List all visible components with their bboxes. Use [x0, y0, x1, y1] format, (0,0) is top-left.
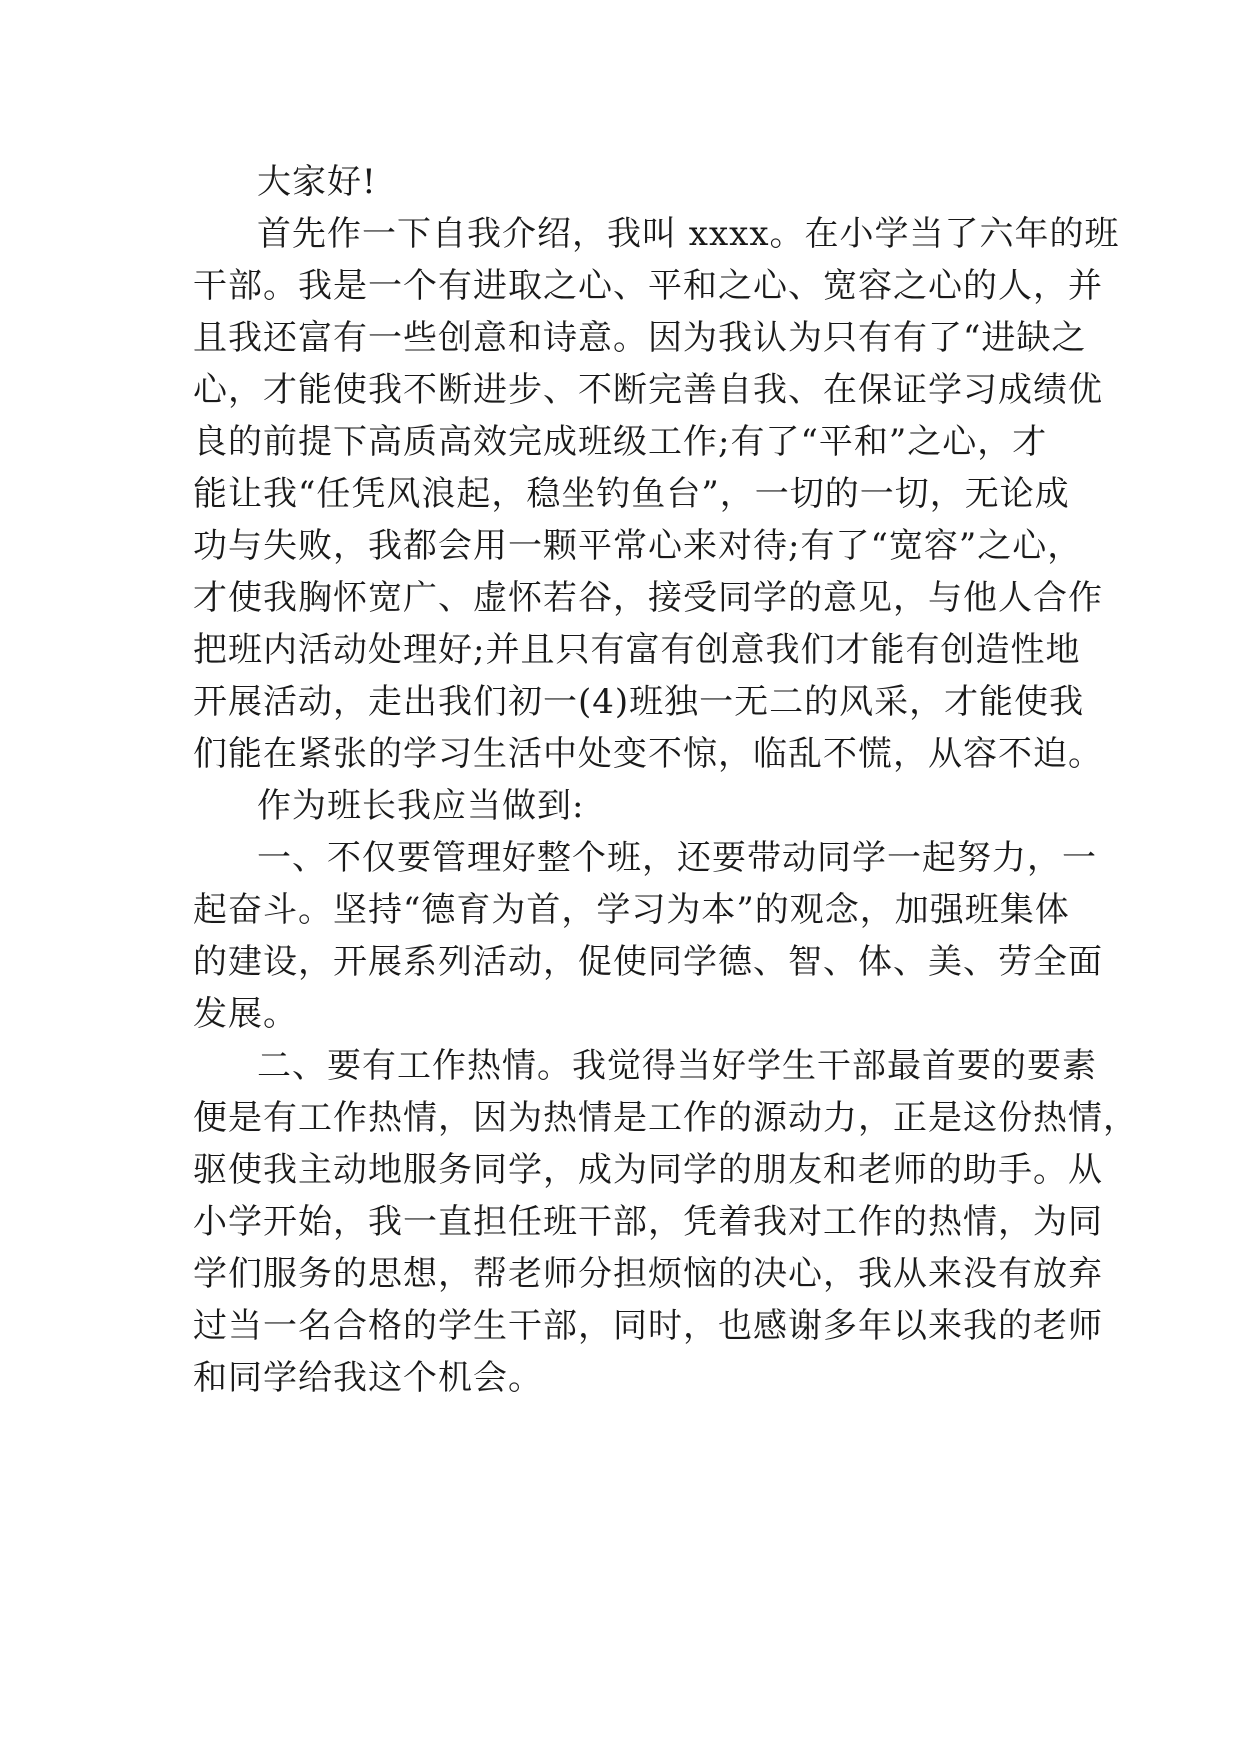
- paragraph-line: 首先作一下自我介绍，我叫 xxxx。在小学当了六年的班: [257, 214, 1120, 254]
- paragraph-line: 开展活动，走出我们初一(4)班独一无二的风采，才能使我: [193, 682, 1085, 722]
- paragraph-line: 心，才能使我不断进步、不断完善自我、在保证学习成绩优: [193, 370, 1103, 410]
- paragraph-line: 驱使我主动地服务同学，成为同学的朋友和老师的助手。从: [193, 1150, 1103, 1190]
- paragraph-line: 才使我胸怀宽广、虚怀若谷，接受同学的意见，与他人合作: [193, 578, 1103, 618]
- paragraph-line: 过当一名合格的学生干部，同时，也感谢多年以来我的老师: [193, 1306, 1103, 1346]
- paragraph-line: 干部。我是一个有进取之心、平和之心、宽容之心的人，并: [193, 266, 1103, 306]
- section-heading: 作为班长我应当做到:: [257, 786, 585, 826]
- paragraph-line: 起奋斗。坚持“德育为首，学习为本”的观念，加强班集体: [193, 890, 1070, 930]
- paragraph-line: 便是有工作热情，因为热情是工作的源动力，正是这份热情，: [193, 1098, 1138, 1138]
- paragraph-line: 和同学给我这个机会。: [193, 1358, 543, 1398]
- paragraph-line: 且我还富有一些创意和诗意。因为我认为只有有了“进缺之: [193, 318, 1087, 358]
- paragraph-line: 能让我“任凭风浪起，稳坐钓鱼台”，一切的一切，无论成: [193, 474, 1070, 514]
- paragraph-line: 二、要有工作热情。我觉得当好学生干部最首要的要素: [257, 1046, 1097, 1086]
- greeting-line: 大家好!: [257, 162, 377, 202]
- paragraph-line: 良的前提下高质高效完成班级工作;有了“平和”之心，才: [193, 422, 1048, 462]
- paragraph-line: 把班内活动处理好;并且只有富有创意我们才能有创造性地: [193, 630, 1081, 670]
- paragraph-line: 一、不仅要管理好整个班，还要带动同学一起努力，一: [257, 838, 1097, 878]
- paragraph-line: 的建设，开展系列活动，促使同学德、智、体、美、劳全面: [193, 942, 1103, 982]
- paragraph-line: 功与失败，我都会用一颗平常心来对待;有了“宽容”之心，: [193, 526, 1083, 566]
- paragraph-line: 学们服务的思想，帮老师分担烦恼的决心，我从来没有放弃: [193, 1254, 1103, 1294]
- paragraph-line: 发展。: [193, 994, 298, 1034]
- paragraph-line: 们能在紧张的学习生活中处变不惊，临乱不慌，从容不迫。: [193, 734, 1103, 774]
- paragraph-line: 小学开始，我一直担任班干部，凭着我对工作的热情，为同: [193, 1202, 1103, 1242]
